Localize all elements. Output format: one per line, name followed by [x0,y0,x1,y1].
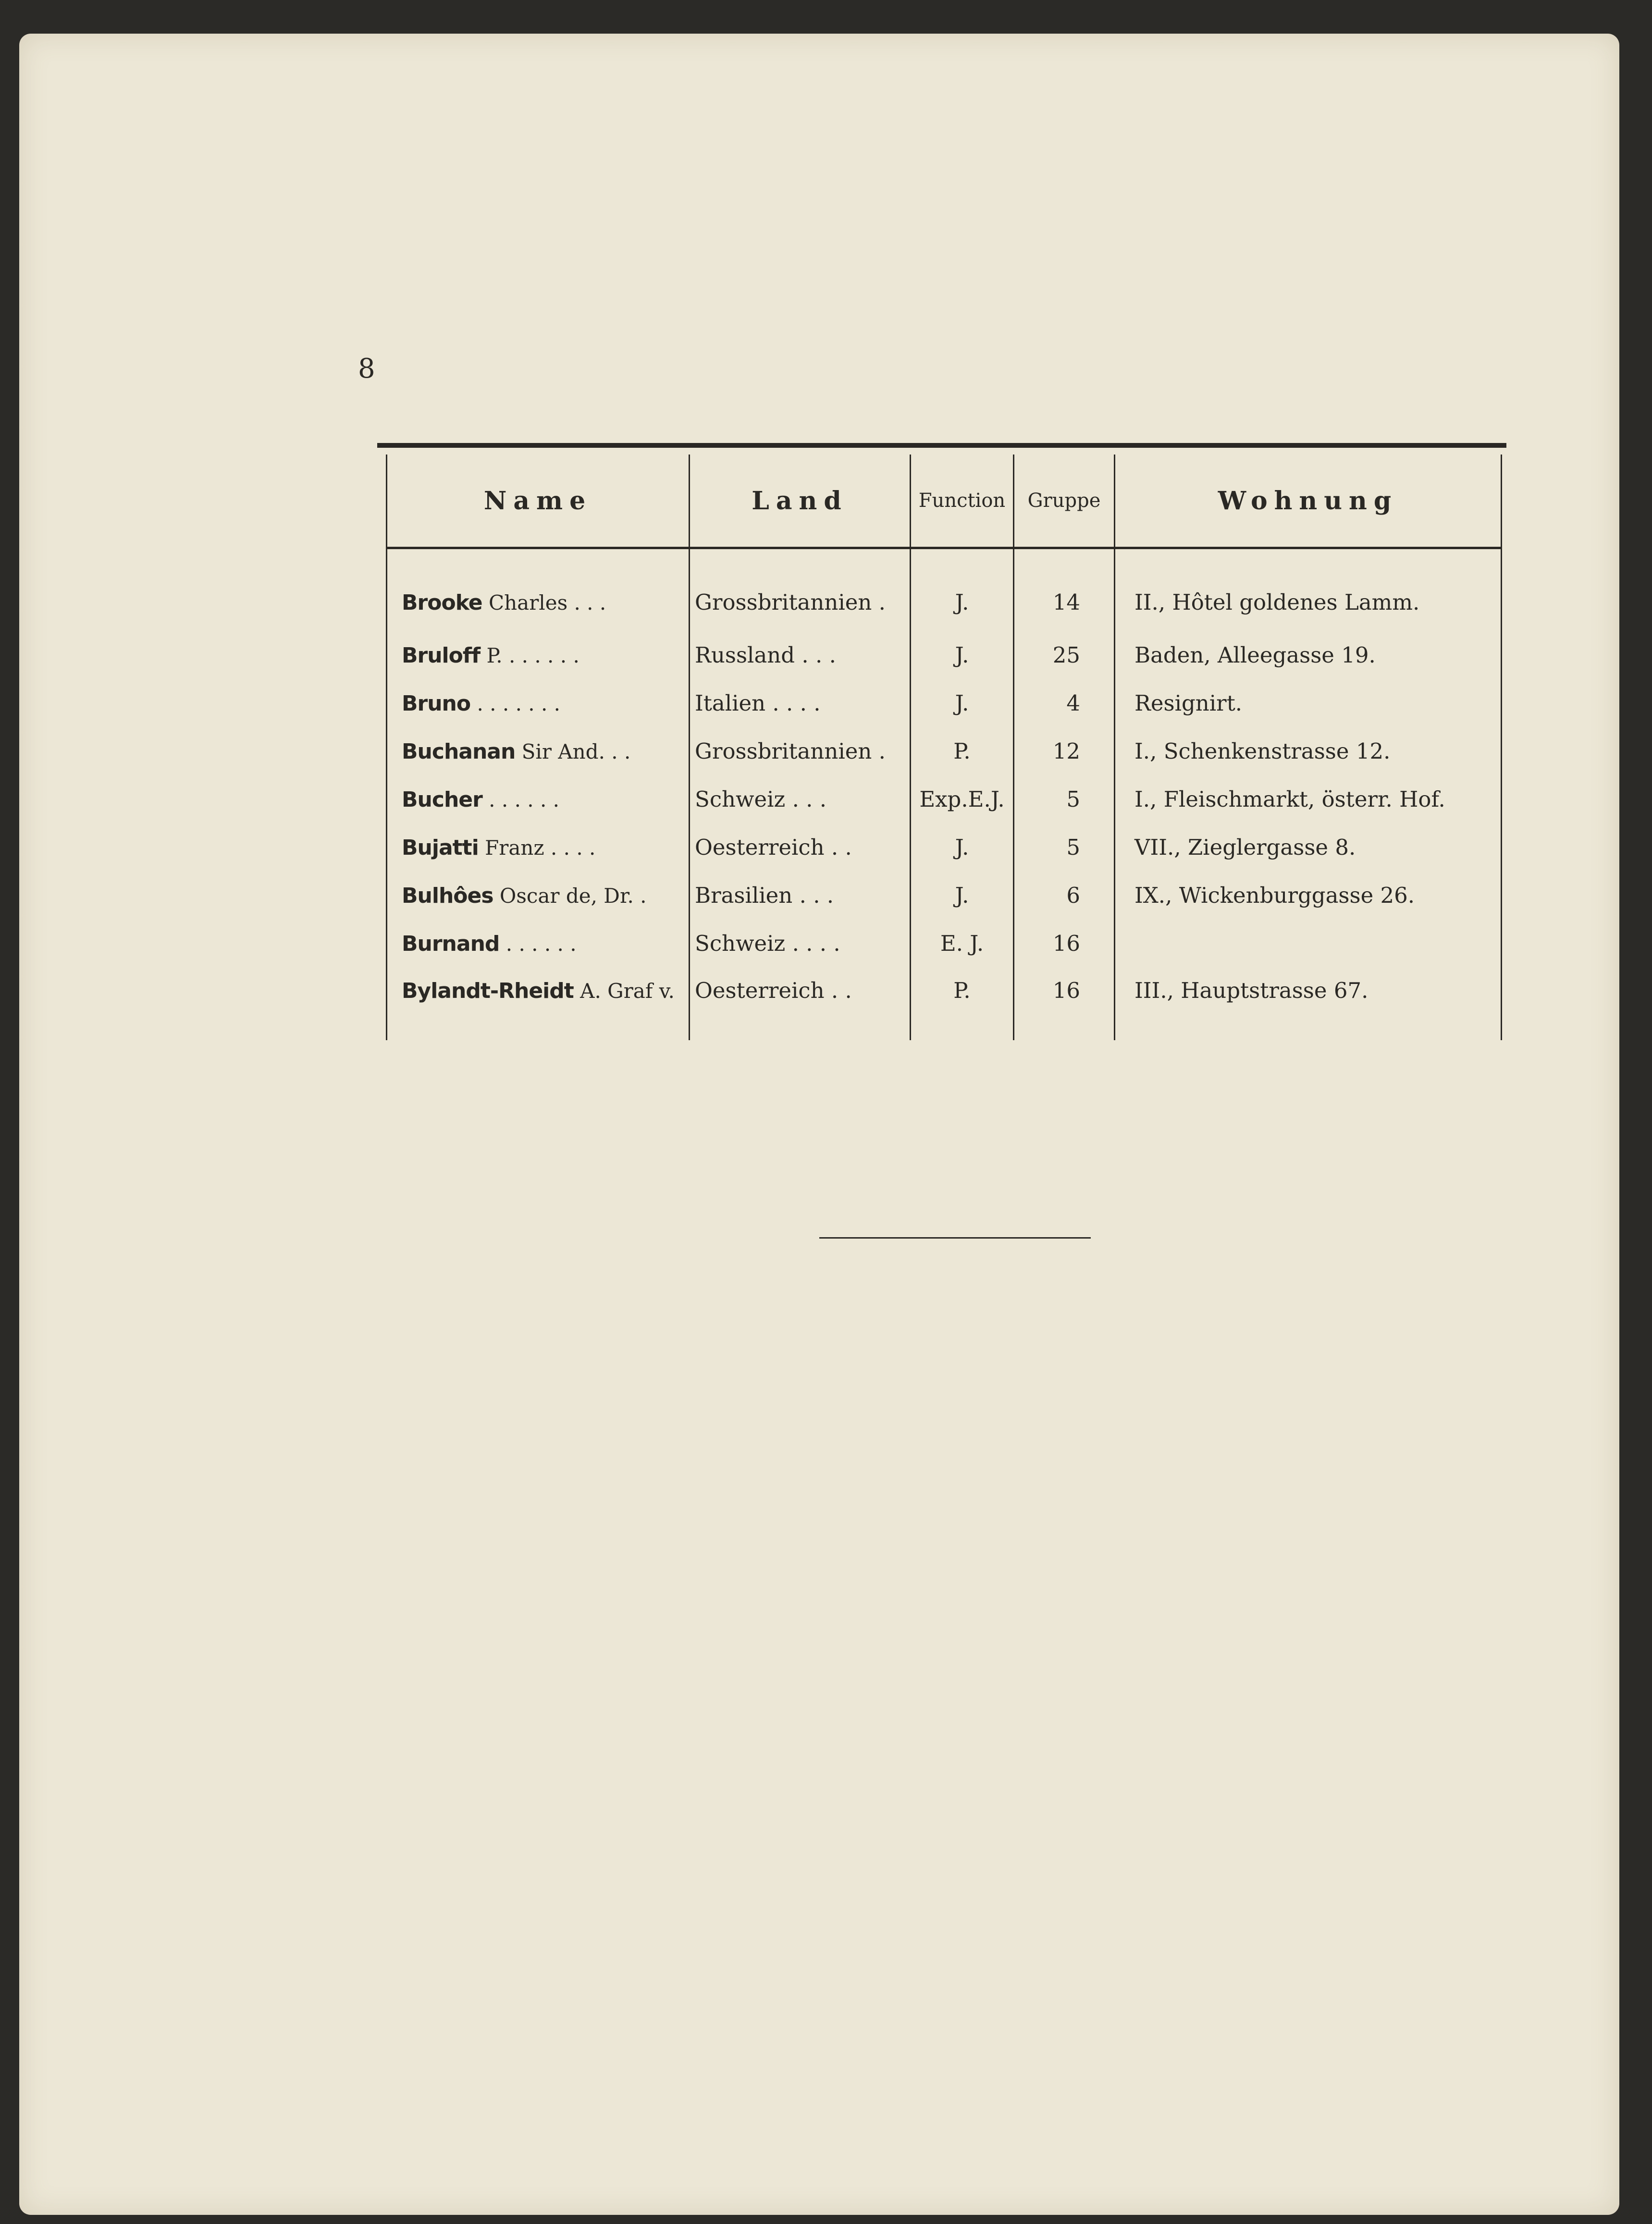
table-row [387,775,1502,823]
function-cell: J. [911,679,1014,727]
gruppe-cell: 5 [1014,775,1115,823]
function-cell: J. [911,631,1014,679]
surname: Bulhôes [402,883,493,908]
function-cell: J. [911,823,1014,871]
table-row [387,823,1502,871]
name-cell [387,548,690,631]
header-land: Land [690,455,911,548]
name-cell [387,679,690,727]
surname: Bujatti [402,835,479,860]
surname: Burnand [402,931,500,956]
header-gruppe: Gruppe [1014,455,1115,548]
given-name: Sir And. . . [515,739,631,763]
table-row [387,679,1502,727]
header-name: Name [387,455,690,548]
name-cell [387,823,690,871]
land-cell: Grossbritannien . [690,727,911,775]
wohnung-cell: I., Fleischmarkt, österr. Hof. [1115,775,1502,823]
gruppe-cell: 12 [1014,727,1115,775]
gruppe-cell: 14 [1014,548,1115,631]
function-cell: J. [911,871,1014,919]
gruppe-cell: 6 [1014,871,1115,919]
wohnung-cell [1115,919,1502,967]
wohnung-cell: Baden, Alleegasse 19. [1115,631,1502,679]
name-cell [387,919,690,967]
table-row [387,871,1502,919]
land-cell: Schweiz . . . [690,775,911,823]
surname: Brooke [402,590,482,615]
name-cell [387,727,690,775]
gruppe-cell: 16 [1014,919,1115,967]
name-cell [387,631,690,679]
land-cell: Italien . . . . [690,679,911,727]
wohnung-cell: III., Hauptstrasse 67. [1115,967,1502,1040]
given-name: P. . . . . . . [480,643,579,667]
given-name: Charles . . . [482,590,606,614]
function-cell: Exp.E.J. [911,775,1014,823]
land-cell: Grossbritannien . [690,548,911,631]
surname: Bruloff [402,643,481,668]
land-cell: Oesterreich . . [690,967,911,1040]
header-wohnung: Wohnung [1115,455,1502,548]
given-name: Oscar de, Dr. . [493,884,647,908]
land-cell: Russland . . . [690,631,911,679]
gruppe-cell: 5 [1014,823,1115,871]
wohnung-cell: I., Schenkenstrasse 12. [1115,727,1502,775]
table-row [387,548,1502,631]
top-rule [377,443,1506,448]
surname: Bruno [402,691,471,716]
surname: Bucher [402,787,482,812]
book-page [19,34,1619,2215]
land-cell: Brasilien . . . [690,871,911,919]
given-name: Franz . . . . [478,836,596,860]
surname: Buchanan [402,739,516,764]
wohnung-cell: VII., Zieglergasse 8. [1115,823,1502,871]
function-cell: P. [911,727,1014,775]
table-row [387,727,1502,775]
name-cell [387,967,690,1040]
wohnung-cell: IX., Wickenburggasse 26. [1115,871,1502,919]
name-cell [387,775,690,823]
table-row [387,631,1502,679]
function-cell: P. [911,967,1014,1040]
surname: Bylandt-Rheidt [402,979,574,1003]
gruppe-cell: 4 [1014,679,1115,727]
wohnung-cell: Resignirt. [1115,679,1502,727]
header-function: Function [911,455,1014,548]
function-cell: J. [911,548,1014,631]
gruppe-cell: 25 [1014,631,1115,679]
table-row [387,919,1502,967]
wohnung-cell: II., Hôtel goldenes Lamm. [1115,548,1502,631]
land-cell: Schweiz . . . . [690,919,911,967]
land-cell: Oesterreich . . [690,823,911,871]
page-number: 8 [358,353,375,384]
given-name: . . . . . . [482,787,560,811]
table-row [387,967,1502,1040]
given-name: . . . . . . . [470,691,561,715]
gruppe-cell: 16 [1014,967,1115,1040]
given-name: . . . . . . [499,932,577,956]
given-name: A. Graf v. [573,979,675,1003]
name-cell [387,871,690,919]
function-cell: E. J. [911,919,1014,967]
header-row [387,455,1502,548]
end-rule [819,1237,1091,1239]
